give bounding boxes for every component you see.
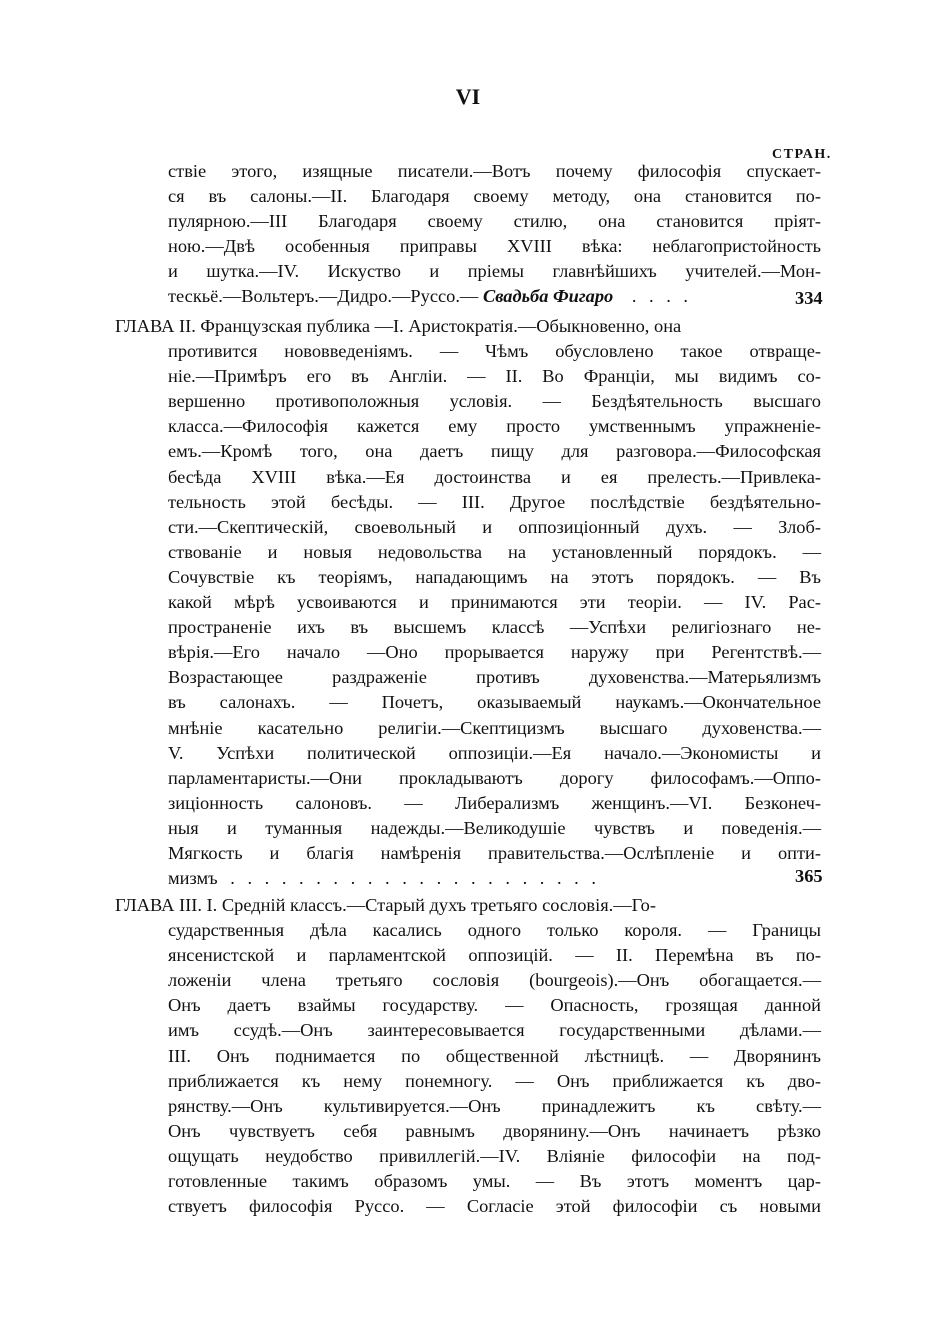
chapter-heading-line: ГЛАВА II. Французская публика —I. Аристократія.—Обыкновенно, она [115, 316, 682, 336]
toc-entry-chapter-2 [115, 314, 821, 891]
toc-line: ложеніи члена третьяго сословія (bourgeois).—Онъ обогащается.— [168, 970, 821, 991]
toc-line: зиціонность салоновъ. — Либерализмъ женщинъ.—VI. Безконеч- [168, 792, 821, 813]
toc-line: вѣрія.—Его начало —Оно прорывается наружу при Регентствѣ.— [168, 642, 821, 663]
toc-line: ствуетъ философія Руссо. — Согласіе этой философіи съ новыми [168, 1196, 821, 1217]
toc-line: сударственныя дѣла касались одного только короля. — Границы [168, 920, 821, 941]
toc-line: Сочувствіе къ теоріямъ, нападающимъ на этотъ порядокъ. — Въ [168, 566, 821, 587]
toc-line: готовленные такимъ образомъ умы. — Въ этотъ моментъ цар- [168, 1171, 821, 1192]
toc-line: янсенистской и парламентской оппозицій. — II. Перемѣна въ по- [168, 945, 821, 966]
toc-line-last: тескьё.—Вольтеръ.—Дидро.—Руссо.— Свадьба Фигаро . . . . [168, 286, 693, 307]
page-number: 365 [795, 866, 823, 886]
toc-line: приближается къ нему понемногу. — Онъ приближается къ дво- [168, 1070, 821, 1091]
page-number: 334 [795, 288, 823, 308]
italic-title: Свадьба Фигаро [482, 286, 614, 307]
toc-line: тельность этой бесѣды. — III. Другое послѣдствіе бездѣятельно- [168, 491, 821, 512]
toc-line: Мягкость и благія намѣренія правительства.—Ослѣпленіе и опти- [168, 842, 821, 863]
toc-line: ся въ салоны.—II. Благодаря своему методу, она становится по- [168, 186, 821, 207]
toc-entry-continuation [115, 159, 821, 310]
toc-line: имъ ссудѣ.—Онъ заинтересовывается государственными дѣлами.— [168, 1020, 821, 1041]
toc-line: ствованіе и новыя недовольства на установленный порядокъ. — [168, 541, 821, 562]
toc-line: ощущать неудобство привиллегій.—IV. Вліяніе философіи на под- [168, 1145, 821, 1166]
toc-line: бесѣда XVIII вѣка.—Ея достоинства и ея прелесть.—Привлека- [168, 466, 821, 487]
toc-line: емъ.—Кромѣ того, она даетъ пищу для разговора.—Философская [168, 441, 821, 462]
toc-line: парламентаристы.—Они прокладываютъ дорогу философамъ.—Оппо- [168, 767, 821, 788]
toc-line: мнѣніе касательно религіи.—Скептицизмъ высшаго духовенства.— [168, 717, 821, 738]
toc-line: какой мѣрѣ усвоиваются и принимаются эти теоріи. — IV. Рас- [168, 592, 821, 613]
toc-line: рянству.—Онъ культивируется.—Онъ принадлежитъ къ свѣту.— [168, 1095, 821, 1116]
toc-line-last: мизмъ . . . . . . . . . . . . . . . . . . . . . . [168, 868, 600, 889]
toc-line: пространеніе ихъ въ высшемъ классѣ —Успѣхи религіознаго не- [168, 617, 821, 638]
toc-line: и шутка.—IV. Искуство и пріемы главнѣйшихъ учителей.—Мон- [168, 261, 821, 282]
column-header-pages: СТРАН. [772, 147, 832, 162]
toc-line: ствіе этого, изящные писатели.—Вотъ почему философія спускает- [168, 161, 821, 181]
chapter-heading-line: ГЛАВА III. I. Средній классъ.—Старый духъ третьяго сословія.—Го- [115, 895, 657, 915]
toc-line: пулярною.—III Благодаря своему стилю, она становится пріят- [168, 211, 821, 232]
toc-line: Онъ чувствуетъ себя равнымъ дворянину.—Онъ начинаетъ рѣзко [168, 1120, 821, 1141]
toc-line: ныя и туманныя надежды.—Великодушіе чувствъ и поведенія.— [168, 817, 821, 838]
toc-line: ніе.—Примѣръ его въ Англіи. — II. Во Франціи, мы видимъ со- [168, 366, 821, 387]
toc-line: Возрастающее раздраженіе противъ духовенства.—Матерьялизмъ [168, 667, 821, 688]
toc-line: сти.—Скептическій, своевольный и оппозиціонный духъ. — Злоб- [168, 516, 821, 537]
toc-line: III. Онъ поднимается по общественной лѣстницѣ. — Дворянинъ [168, 1045, 821, 1066]
toc-line: въ салонахъ. — Почетъ, оказываемый наукамъ.—Окончательное [168, 692, 821, 713]
toc-line: Онъ даетъ взаймы государству. — Опасность, грозящая данной [168, 995, 821, 1016]
toc-line: ною.—Двѣ особенныя приправы XVIII вѣка: неблагопристойность [168, 236, 821, 257]
toc-line: V. Успѣхи политической оппозиціи.—Ея начало.—Экономисты и [168, 742, 821, 763]
toc-line: вершенно противоположныя условія. — Бездѣятельность высшаго [168, 391, 821, 412]
page-folio: VI [455, 84, 481, 109]
toc-line: противится нововведеніямъ. — Чѣмъ обусловлено такое отвраще- [168, 341, 821, 362]
dot-leader: . . . . [631, 286, 693, 307]
toc-line: класса.—Философія кажется ему просто умственнымъ упражненіе- [168, 416, 821, 437]
toc-entry-chapter-3 [115, 893, 821, 1219]
dot-leader: . . . . . . . . . . . . . . . . . . . . . . [230, 868, 600, 889]
